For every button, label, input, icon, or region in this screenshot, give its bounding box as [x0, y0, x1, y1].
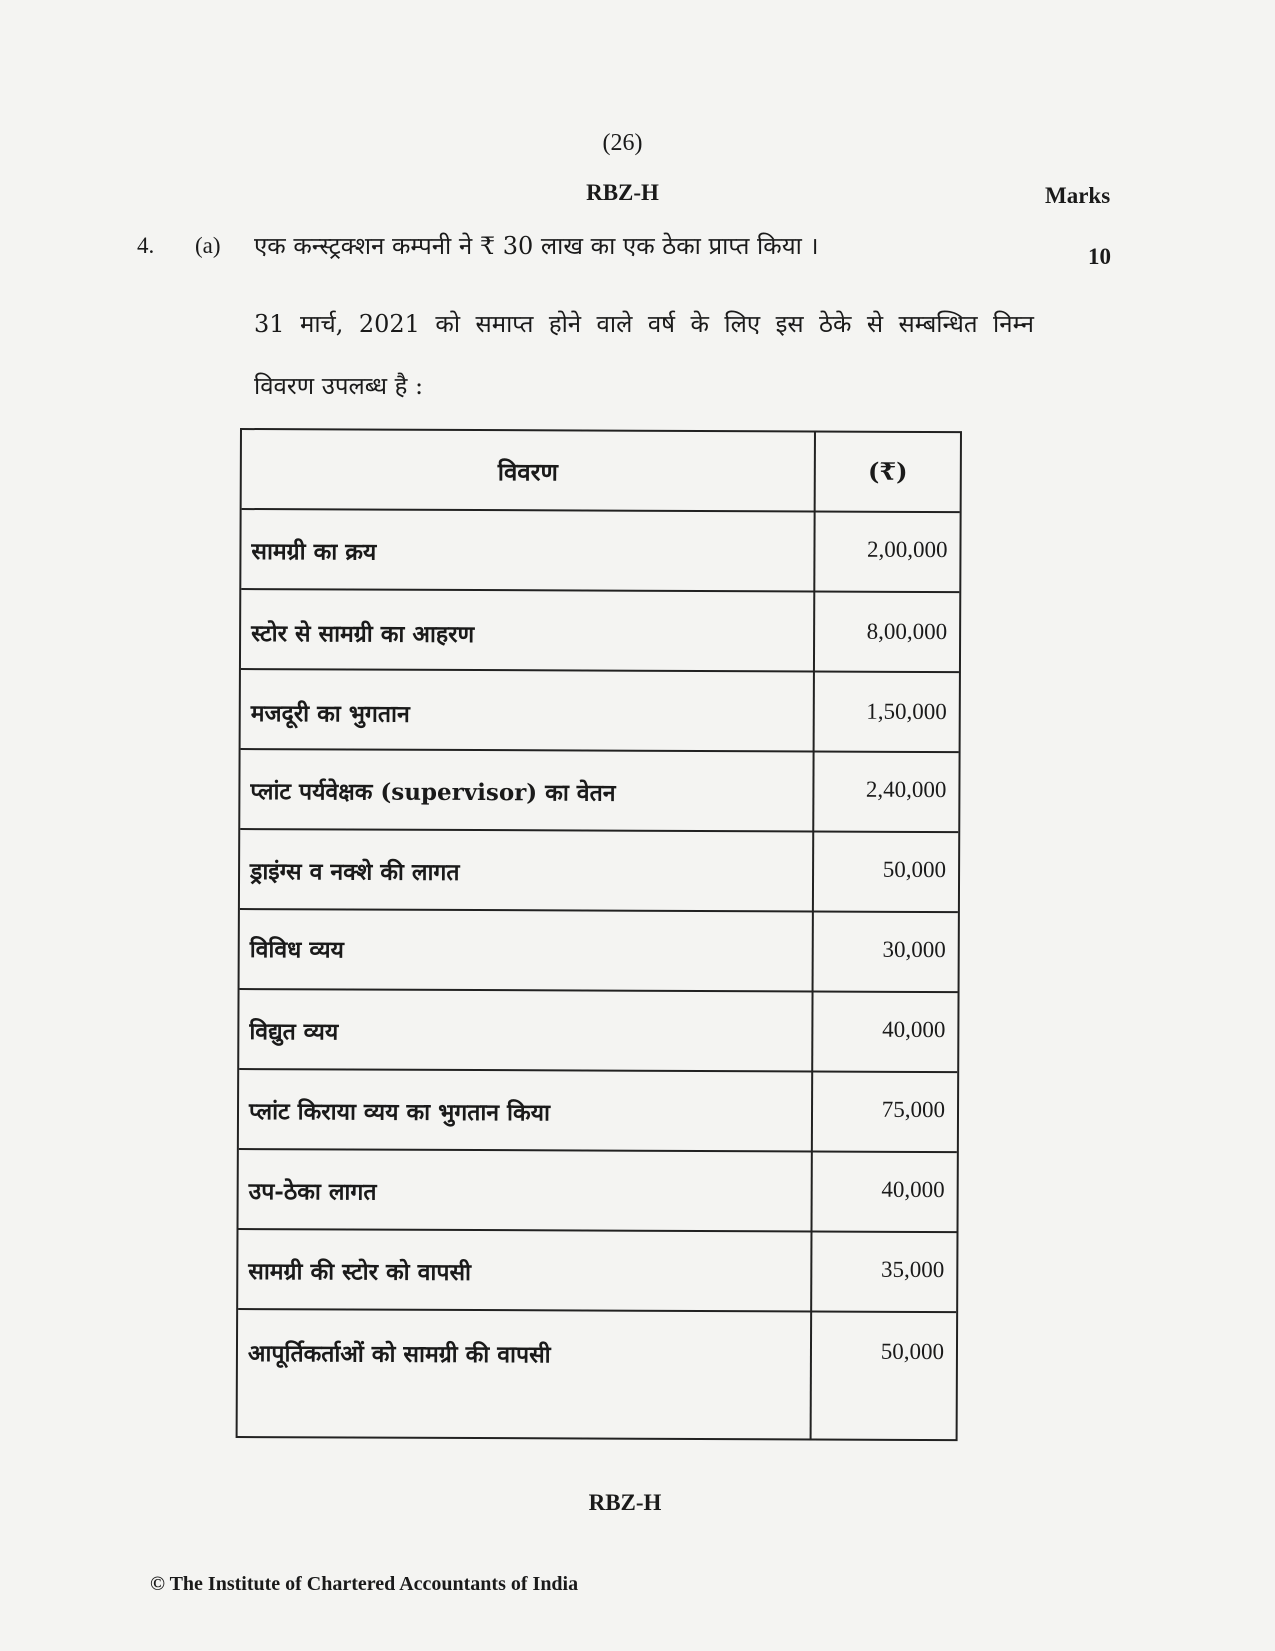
- paper-code-bottom: RBZ-H: [588, 1490, 662, 1515]
- marks-value: 10: [1088, 244, 1111, 269]
- row-description: मजदूरी का भुगतान: [250, 700, 410, 728]
- table-row: [239, 990, 957, 1073]
- row-amount: 40,000: [881, 1176, 945, 1203]
- row-amount: 8,00,000: [866, 618, 948, 645]
- header-amount: (₹): [868, 456, 908, 486]
- row-amount: 35,000: [881, 1256, 945, 1283]
- row-amount: 50,000: [880, 1338, 945, 1365]
- row-amount: 75,000: [881, 1096, 946, 1123]
- row-description: विद्युत व्यय: [249, 1018, 339, 1046]
- row-description: आपूर्तिकर्ताओं को सामग्री की वापसी: [247, 1340, 551, 1369]
- table-row: [241, 590, 959, 673]
- table-row: [241, 510, 959, 593]
- row-description: सामग्री का क्रय: [251, 538, 377, 566]
- question-text-line-2: 31 मार्च, 2021 को समाप्त होने वाले वर्ष के लिए इस ठेके से सम्बन्धित निम्न: [254, 310, 1034, 338]
- table-row: [240, 750, 958, 833]
- question-part: (a): [195, 233, 221, 258]
- row-description: स्टोर से सामग्री का आहरण: [251, 620, 475, 649]
- table-header-row: [242, 430, 960, 513]
- copyright-notice: © The Institute of Chartered Accountants of India: [150, 1573, 579, 1595]
- question-number: 4.: [137, 233, 155, 258]
- table-row: [238, 1230, 956, 1313]
- row-description: विविध व्यय: [249, 936, 344, 964]
- row-amount: 2,00,000: [866, 536, 948, 563]
- table-row: [238, 1310, 957, 1439]
- table-row: [240, 830, 958, 913]
- row-amount: 30,000: [882, 936, 946, 963]
- question-text-line-3: विवरण उपलब्ध है :: [254, 372, 424, 400]
- row-amount: 50,000: [882, 856, 947, 883]
- paper-code-top: RBZ-H: [586, 180, 659, 205]
- row-description: प्लांट किराया व्यय का भुगतान किया: [248, 1098, 551, 1127]
- row-amount: 2,40,000: [865, 776, 947, 803]
- row-amount: 40,000: [882, 1016, 946, 1043]
- row-description: प्लांट पर्यवेक्षक (supervisor) का वेतन: [250, 778, 616, 807]
- table-row: [239, 1070, 957, 1153]
- table-row: [240, 910, 958, 993]
- marks-label: Marks: [1045, 183, 1111, 208]
- question-text-line-1: एक कन्स्ट्रक्शन कम्पनी ने ₹ 30 लाख का एक ठेका प्राप्त किया ।: [254, 232, 819, 260]
- row-description: उप-ठेका लागत: [248, 1178, 377, 1206]
- table-row: [239, 1150, 957, 1233]
- row-description: सामग्री की स्टोर को वापसी: [248, 1258, 472, 1287]
- header-description: विवरण: [497, 457, 558, 487]
- page-number: (26): [602, 130, 643, 156]
- contract-details-table: [236, 428, 962, 1441]
- table-row: [241, 670, 959, 753]
- row-description: ड्राइंग्स व नक्शे की लागत: [250, 858, 460, 886]
- row-amount: 1,50,000: [866, 698, 947, 725]
